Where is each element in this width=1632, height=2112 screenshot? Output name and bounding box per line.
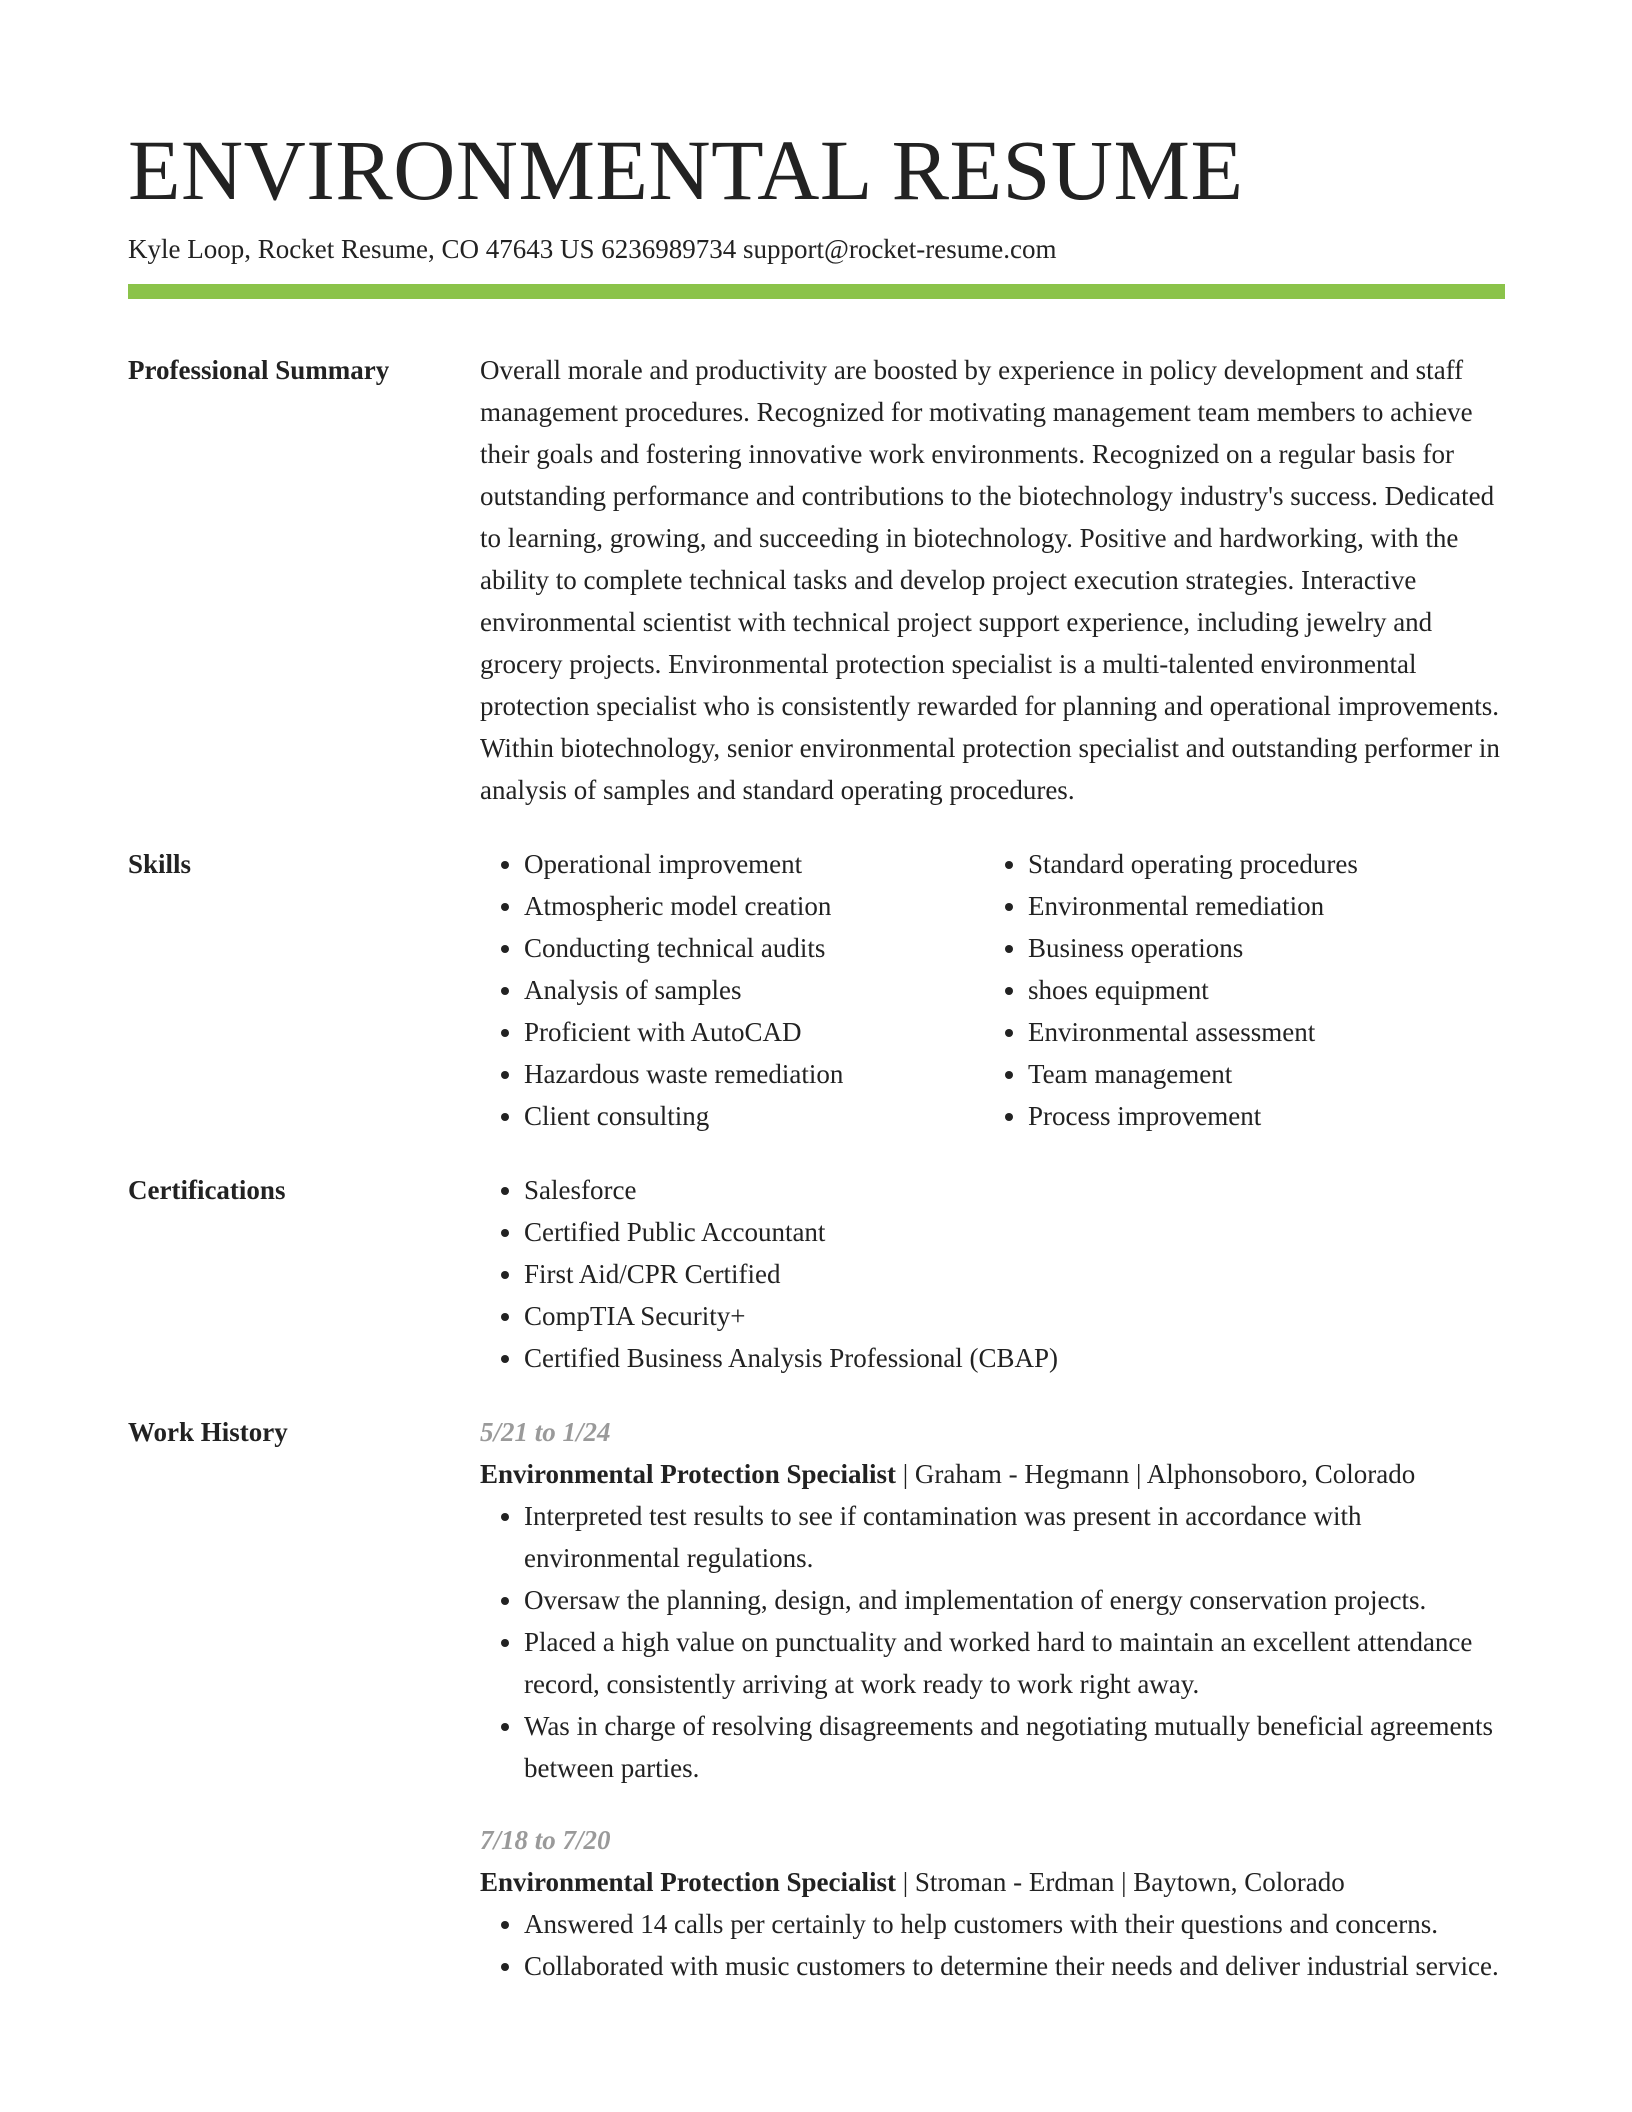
resume-title: ENVIRONMENTAL RESUME xyxy=(128,122,1244,218)
job-duty-item: • Placed a high value on punctuality and worked hard to maintain an excellent attendance record, consistently arriving at work ready to work right away. xyxy=(524,1621,1505,1705)
job-duties-list xyxy=(480,1495,1505,1789)
skills-grid xyxy=(480,843,1505,1137)
job-dates: 5/21 to 1/24 xyxy=(480,1417,611,1447)
skill-item: • Process improvement xyxy=(1028,1095,1488,1137)
contact-line: Kyle Loop, Rocket Resume, CO 47643 US 6236989734 support@rocket-resume.com xyxy=(128,234,1057,264)
work-history-label: Work History xyxy=(128,1417,288,1447)
certifications-body xyxy=(480,1169,1505,1379)
skills-body xyxy=(480,843,1505,1137)
skill-item: • Environmental assessment xyxy=(1028,1011,1488,1053)
job-entry xyxy=(480,1411,1505,1789)
skill-item: • Business operations xyxy=(1028,927,1488,969)
job-duty-item: • Oversaw the planning, design, and implementation of energy conservation projects. xyxy=(524,1579,1505,1621)
skills-section xyxy=(128,843,1505,1137)
job-entry xyxy=(480,1819,1505,1987)
job-duty-item: • Interpreted test results to see if contamination was present in accordance with environmental regulations. xyxy=(524,1495,1505,1579)
job-employer-location: | Graham - Hegmann | Alphonsoboro, Colorado xyxy=(895,1459,1416,1489)
certification-item: • Certified Business Analysis Professional (CBAP) xyxy=(524,1337,1505,1379)
accent-divider xyxy=(128,284,1505,299)
certifications-label: Certifications xyxy=(128,1175,286,1205)
skill-item: • Team management xyxy=(1028,1053,1488,1095)
skills-list-left xyxy=(480,843,984,1137)
job-duty-item: • Collaborated with music customers to determine their needs and deliver industrial service. xyxy=(524,1945,1505,1987)
job-duties-list xyxy=(480,1903,1505,1987)
certifications-list xyxy=(480,1169,1505,1379)
skills-list-right xyxy=(984,843,1488,1137)
certification-item: • First Aid/CPR Certified xyxy=(524,1253,1505,1295)
skills-column-right xyxy=(984,843,1488,1137)
certification-item: • CompTIA Security+ xyxy=(524,1295,1505,1337)
work-history-section xyxy=(128,1411,1505,1987)
skills-column-left xyxy=(480,843,984,1137)
job-duty-item: • Was in charge of resolving disagreements and negotiating mutually beneficial agreements between parties. xyxy=(524,1705,1505,1789)
job-title: Environmental Protection Specialist xyxy=(480,1459,896,1489)
skill-item: • Proficient with AutoCAD xyxy=(524,1011,984,1053)
skill-item: • Analysis of samples xyxy=(524,969,984,1011)
certification-item: • Certified Public Accountant xyxy=(524,1211,1505,1253)
job-title-line xyxy=(480,1861,1505,1903)
work-history-body xyxy=(480,1411,1505,1987)
resume-page xyxy=(128,120,1505,1987)
job-title-line xyxy=(480,1453,1505,1495)
certifications-section xyxy=(128,1169,1505,1379)
job-title: Environmental Protection Specialist xyxy=(480,1867,896,1897)
skill-item: • Operational improvement xyxy=(524,843,984,885)
skill-item: • Client consulting xyxy=(524,1095,984,1137)
skill-item: • Conducting technical audits xyxy=(524,927,984,969)
skill-item: • Environmental remediation xyxy=(1028,885,1488,927)
skill-item: • shoes equipment xyxy=(1028,969,1488,1011)
job-dates: 7/18 to 7/20 xyxy=(480,1825,611,1855)
skills-label: Skills xyxy=(128,849,192,879)
job-duty-item: • Answered 14 calls per certainly to help customers with their questions and concerns. xyxy=(524,1903,1505,1945)
job-employer-location: | Stroman - Erdman | Baytown, Colorado xyxy=(895,1867,1345,1897)
summary-label: Professional Summary xyxy=(128,355,390,385)
summary-text: Overall morale and productivity are boosted by experience in policy development and staff management procedures. Recognized for motivating management team members to achieve their goals and fostering innovative work environments. Recognized on a regular basis for outstanding performance and contributions to the biotechnology industry's success. Dedicated to learning, growing, and succeeding in biotechnology. Positive and hardworking, with the ability to complete technical tasks and develop project execution strategies. Interactive environmental scientist with technical project support experience, including jewelry and grocery projects. Environmental protection specialist is a multi-talented environmental protection specialist who is consistently rewarded for planning and operational improvements. Within biotechnology, senior environmental protection specialist and outstanding performer in analysis of samples and standard operating procedures. xyxy=(480,355,1500,805)
skill-item: • Atmospheric model creation xyxy=(524,885,984,927)
certification-item: • Salesforce xyxy=(524,1169,1505,1211)
skill-item: • Hazardous waste remediation xyxy=(524,1053,984,1095)
summary-section xyxy=(128,349,1505,811)
skill-item: • Standard operating procedures xyxy=(1028,843,1488,885)
